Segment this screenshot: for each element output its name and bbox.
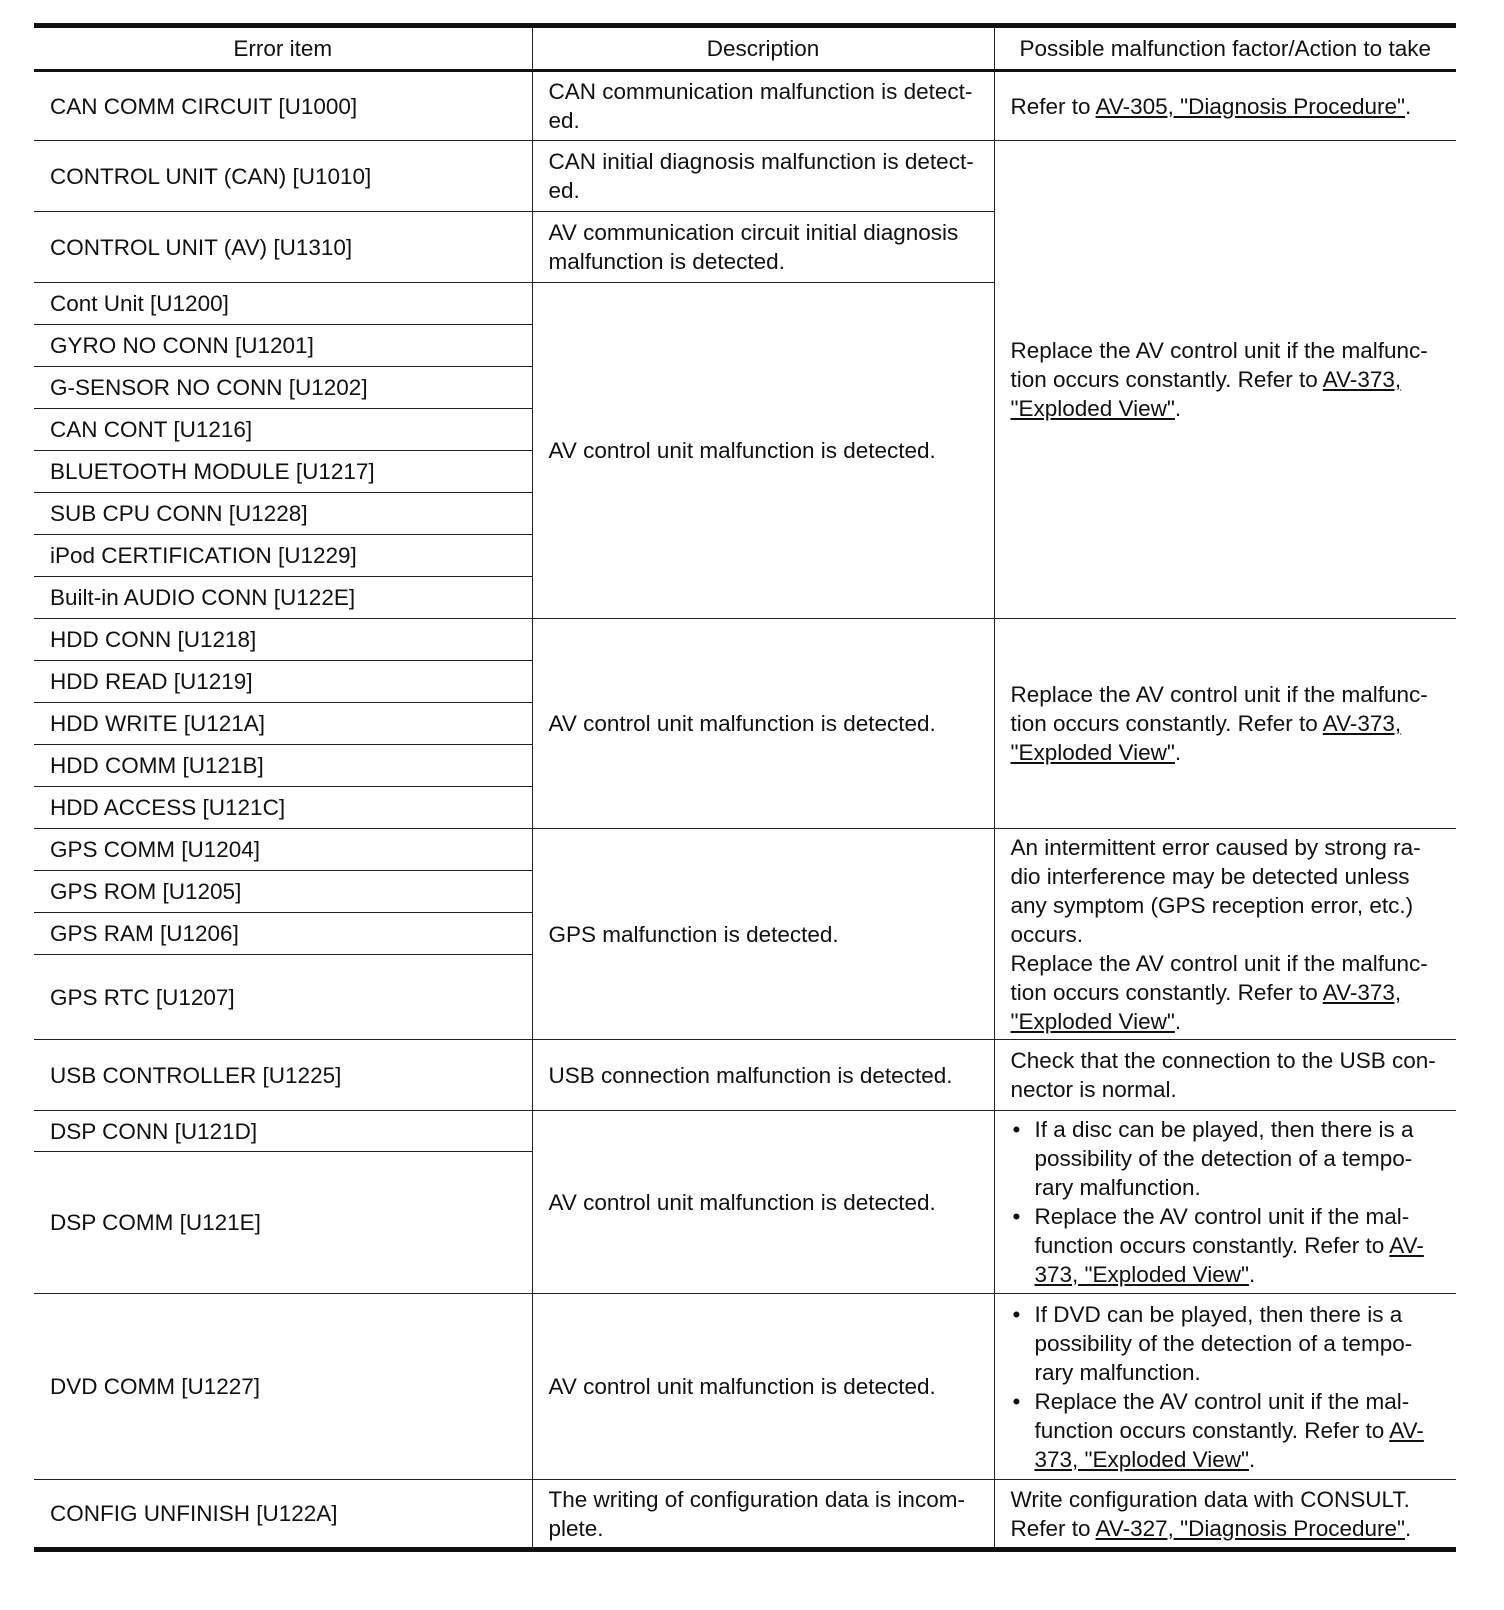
table-row (34, 141, 1456, 212)
action-cell (994, 71, 1456, 141)
error-item-cell: GPS ROM [U1205] (34, 871, 532, 913)
action-text: Replace the AV control unit if the mal-function occurs constantly. Refer to (1034, 1204, 1410, 1258)
error-item-cell: CONFIG UNFINISH [U122A] (34, 1480, 532, 1550)
error-table (34, 23, 1456, 1552)
error-item-cell: Cont Unit [U1200] (34, 283, 532, 325)
error-item-cell: DSP COMM [U121E] (34, 1152, 532, 1294)
error-item-cell: GYRO NO CONN [U1201] (34, 325, 532, 367)
action-text: Write configuration data with CONSULT. Refer to (1010, 1486, 1410, 1541)
action-text: Replace the AV control unit if the mal-function occurs constantly. Refer to (1034, 1388, 1410, 1443)
description-cell: AV control unit malfunction is detected. (532, 1294, 994, 1480)
reference-link[interactable]: AV-373, "Exploded View" (1010, 979, 1402, 1034)
action-text: Refer to (1010, 93, 1096, 119)
reference-link[interactable]: AV-305, "Diagnosis Procedure" (1095, 93, 1406, 119)
action-cell (994, 1480, 1456, 1550)
action-end: . (1405, 1515, 1412, 1541)
error-item-cell: HDD READ [U1219] (34, 661, 532, 703)
table-row (34, 1111, 1456, 1152)
table-row (34, 71, 1456, 141)
error-item-cell: GPS RAM [U1206] (34, 913, 532, 955)
table-header-row (34, 26, 1456, 71)
reference-link[interactable]: AV-373, "Exploded View" (1034, 1233, 1424, 1287)
error-item-cell: BLUETOOTH MODULE [U1217] (34, 451, 532, 493)
action-bullet (1011, 1202, 1443, 1289)
action-end: . (1174, 396, 1182, 421)
reference-link[interactable]: AV-373, "Exploded View" (1010, 367, 1402, 421)
description-cell: AV communication circuit initial diagnosis malfunction is detected. (532, 212, 994, 283)
error-item-cell: SUB CPU CONN [U1228] (34, 493, 532, 535)
action-cell (994, 829, 1456, 1040)
action-bullet-list (1011, 1300, 1443, 1474)
header-action: Possible malfunction factor/Action to take (994, 26, 1456, 71)
header-error-item: Error item (34, 26, 532, 71)
description-cell: The writing of configuration data is incom-plete. (532, 1480, 994, 1550)
error-item-cell: HDD ACCESS [U121C] (34, 787, 532, 829)
error-item-cell: CAN CONT [U1216] (34, 409, 532, 451)
action-end: . (1405, 93, 1412, 119)
error-item-cell: Built-in AUDIO CONN [U122E] (34, 577, 532, 619)
action-cell (994, 141, 1456, 619)
table-row (34, 1040, 1456, 1111)
header-description: Description (532, 26, 994, 71)
error-item-cell: CONTROL UNIT (CAN) [U1010] (34, 141, 532, 212)
error-item-cell: HDD WRITE [U121A] (34, 703, 532, 745)
reference-link[interactable]: AV-327, "Diagnosis Procedure" (1095, 1515, 1406, 1541)
error-item-cell: GPS RTC [U1207] (34, 955, 532, 1040)
error-item-cell: DVD COMM [U1227] (34, 1294, 532, 1480)
description-cell: CAN initial diagnosis malfunction is detect-ed. (532, 141, 994, 212)
action-end: . (1174, 1008, 1182, 1034)
action-text: Replace the AV control unit if the malfunc-tion occurs constantly. Refer to (1010, 338, 1428, 392)
action-text: Replace the AV control unit if the malfunc-tion occurs constantly. Refer to (1010, 682, 1428, 736)
error-item-cell: DSP CONN [U121D] (34, 1111, 532, 1152)
error-item-cell: GPS COMM [U1204] (34, 829, 532, 871)
reference-link[interactable]: AV-373, "Exploded View" (1034, 1417, 1424, 1472)
action-cell (994, 619, 1456, 829)
description-cell: AV control unit malfunction is detected. (532, 283, 994, 619)
error-item-cell: G-SENSOR NO CONN [U1202] (34, 367, 532, 409)
error-item-cell: HDD CONN [U1218] (34, 619, 532, 661)
action-bullet: • If DVD can be played, then there is a possibility of the detection of a tempo-rary malfunction. (1011, 1300, 1443, 1387)
error-item-cell: CAN COMM CIRCUIT [U1000] (34, 71, 532, 141)
description-cell: AV control unit malfunction is detected. (532, 619, 994, 829)
table-row (34, 1294, 1456, 1480)
action-cell: Check that the connection to the USB con-nector is normal. (994, 1040, 1456, 1111)
error-item-cell: USB CONTROLLER [U1225] (34, 1040, 532, 1111)
error-item-cell: CONTROL UNIT (AV) [U1310] (34, 212, 532, 283)
description-cell: USB connection malfunction is detected. (532, 1040, 994, 1111)
description-cell: GPS malfunction is detected. (532, 829, 994, 1040)
table-row (34, 829, 1456, 871)
action-bullet (1011, 1387, 1443, 1474)
reference-link[interactable]: AV-373, "Exploded View" (1010, 711, 1402, 765)
description-cell: CAN communication malfunction is detect-ed. (532, 71, 994, 141)
table-row (34, 1480, 1456, 1550)
error-item-cell: iPod CERTIFICATION [U1229] (34, 535, 532, 577)
description-cell: AV control unit malfunction is detected. (532, 1111, 994, 1294)
action-bullet-list (1011, 1115, 1443, 1289)
action-end: . (1248, 1262, 1256, 1287)
action-intro: An intermittent error caused by strong ra-dio interference may be detected unless any symptom (GPS reception error, etc.) occurs. (1010, 834, 1421, 947)
action-cell (994, 1111, 1456, 1294)
error-item-cell: HDD COMM [U121B] (34, 745, 532, 787)
action-bullet: • If a disc can be played, then there is a possibility of the detection of a tempo-rary malfunction. (1011, 1115, 1443, 1202)
action-cell (994, 1294, 1456, 1480)
action-text: Replace the AV control unit if the malfunc-tion occurs constantly. Refer to (1010, 950, 1428, 1005)
action-end: . (1174, 740, 1182, 765)
action-end: . (1248, 1446, 1256, 1472)
table-row (34, 619, 1456, 661)
